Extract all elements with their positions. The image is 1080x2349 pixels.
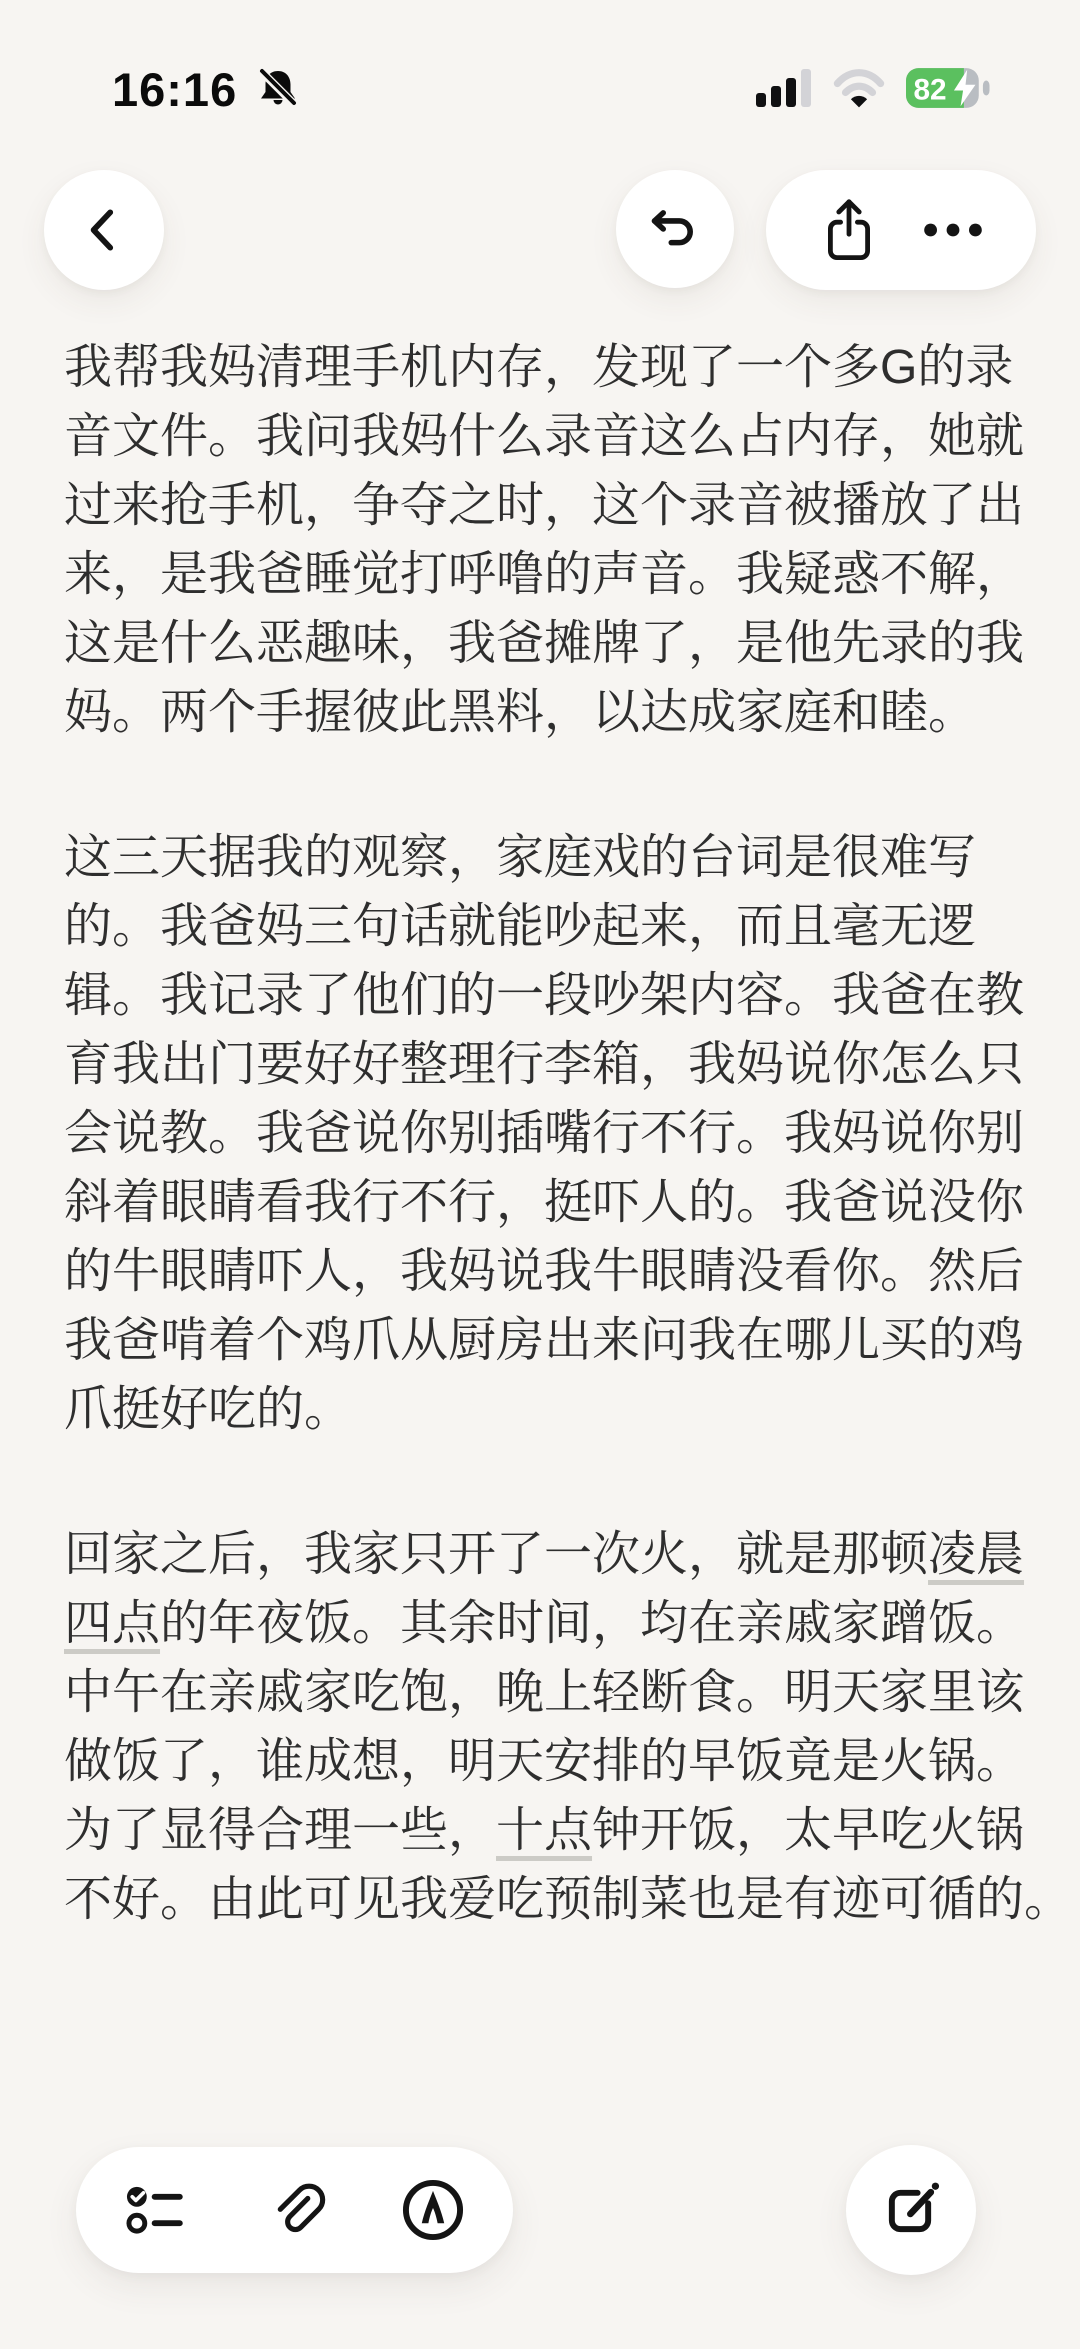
spellcheck-underline[interactable]: 四点 [64,1597,161,1650]
compose-icon [878,2177,944,2243]
battery-percent: 82 [913,73,947,107]
note-line: 育我出门要好好整理行李箱，我妈说你怎么只 [64,1038,1025,1091]
note-line: 我爸啃着个鸡爪从厨房出来问我在哪儿买的鸡 [64,1314,1025,1367]
status-left [112,62,303,117]
note-line: 会说教。我爸说你别插嘴行不行。我妈说你别 [64,1107,1025,1160]
note-paragraph [64,1520,1073,1934]
editor-toolbar [76,2147,513,2273]
back-button[interactable] [44,170,164,290]
note-line: 爪挺好吃的。 [64,1383,353,1436]
note-line: 辑。我记录了他们的一段吵架内容。我爸在教 [64,969,1025,1022]
note-line: 过来抢手机，争夺之时，这个录音被播放了出 [64,479,1025,532]
note-line: 的牛眼睛吓人，我妈说我牛眼睛没看你。然后 [64,1245,1025,1298]
spellcheck-underline[interactable]: 凌晨 [928,1528,1025,1581]
pen-circle-icon [400,2177,466,2243]
actions-pill [766,170,1036,290]
note-line: 这是什么恶趣味，我爸摊牌了，是他先录的我 [64,617,1025,670]
note-line: 不好。由此可见我爱吃预制菜也是有迹可循的。 [64,1873,1073,1926]
note-line: 做饭了，谁成想，明天安排的早饭竟是火锅。 [64,1735,1025,1788]
note-line: 的。我爸妈三句话就能吵起来，而且毫无逻 [64,900,977,953]
note-line: 为了显得合理一些，十点钟开饭，太早吃火锅 [64,1804,1025,1857]
note-line: 我帮我妈清理手机内存，发现了一个多G的录 [64,341,1014,394]
undo-icon [644,198,706,260]
ellipsis-icon [921,220,985,240]
status-time: 16:16 [112,63,238,116]
note-line: 回家之后，我家只开了一次火，就是那顿凌晨 [64,1528,1025,1581]
note-line: 四点的年夜饭。其余时间，均在亲戚家蹭饭。 [64,1597,1025,1650]
note-paragraph [64,333,1026,747]
share-button[interactable] [806,170,892,290]
checklist-button[interactable] [120,2147,192,2273]
spellcheck-underline[interactable]: 十点 [496,1804,593,1857]
wifi-icon [832,67,886,109]
note-line: 音文件。我问我妈什么录音这么占内存，她就 [64,410,1025,463]
signal-icon [756,69,812,107]
compose-button[interactable] [846,2145,976,2275]
status-bar [0,0,1080,130]
undo-button[interactable] [616,170,734,288]
chevron-left-icon [78,204,130,256]
battery-icon [906,63,992,113]
note-line: 这三天据我的观察，家庭戏的台词是很难写 [64,831,977,884]
attachment-button[interactable] [259,2147,331,2273]
note-line: 斜着眼睛看我行不行，挺吓人的。我爸说没你 [64,1176,1025,1229]
note-paragraph [64,823,1026,1444]
note-line: 妈。两个手握彼此黑料，以达成家庭和睦。 [64,686,977,739]
note-line: 来，是我爸睡觉打呼噜的声音。我疑惑不解， [64,548,1025,601]
note-content[interactable] [64,333,1073,2010]
more-button[interactable] [910,170,996,290]
annotate-button[interactable] [397,2147,469,2273]
bell-slash-icon [253,65,303,115]
note-line: 中午在亲戚家吃饱，晚上轻断食。明天家里该 [64,1666,1025,1719]
checklist-icon [123,2177,189,2243]
paperclip-icon [263,2178,327,2242]
share-icon [819,197,879,263]
status-right [756,62,992,114]
